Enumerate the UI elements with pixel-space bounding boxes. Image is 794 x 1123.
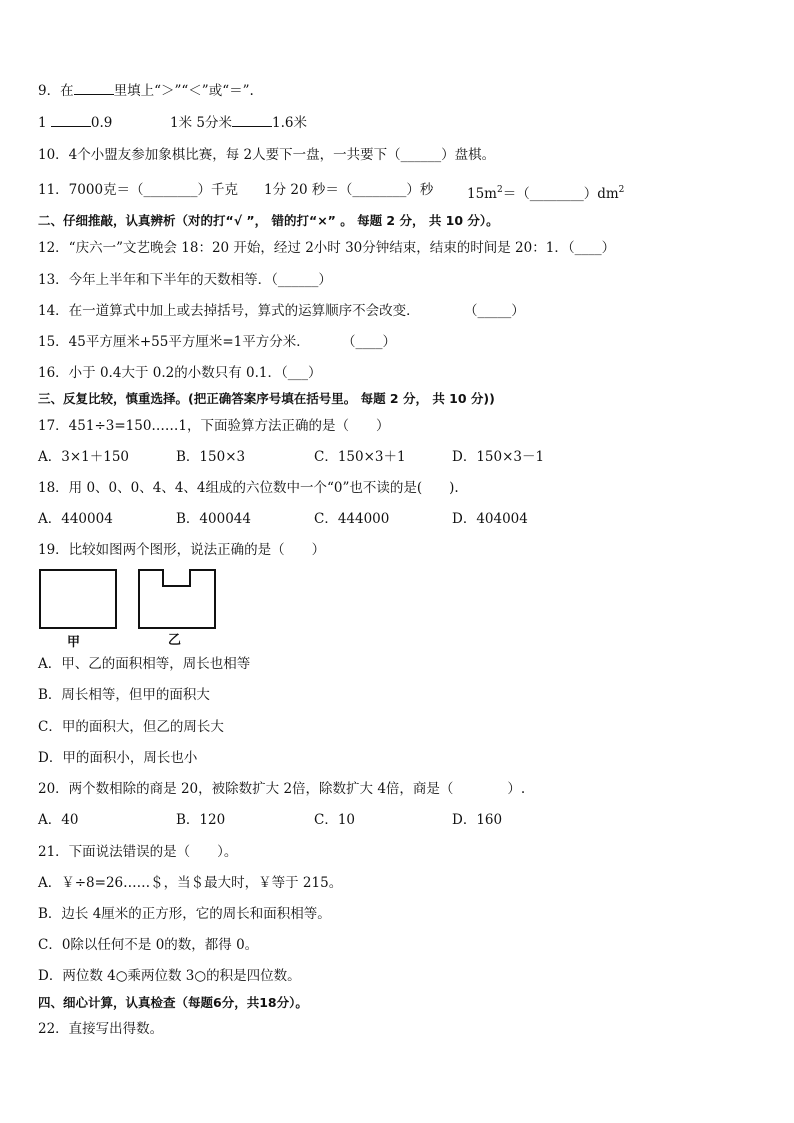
question-15: 15．45平方厘米+55平方厘米=1平方分米． bbox=[38, 334, 310, 350]
answer-blank bbox=[232, 114, 272, 127]
q11-c-sup2: 2 bbox=[618, 185, 625, 195]
question-10: 10．4个小盟友参加象棋比赛，每 2人要下一盘，一共要下（______）盘棋。 bbox=[38, 147, 496, 163]
q18-option-c: C．444000 bbox=[314, 511, 390, 527]
section-4-heading: 四、细心计算，认真检查（每题6分，共18分）。 bbox=[38, 995, 308, 1010]
q11-c-sup: 2 bbox=[496, 185, 503, 195]
q19-figure bbox=[38, 566, 228, 634]
question-17: 17．451÷3=150……1，下面验算方法正确的是（ ） bbox=[38, 418, 390, 434]
question-19: 19．比较如图两个图形，说法正确的是（ ） bbox=[38, 542, 326, 558]
q17-option-a: A．3×1＋150 bbox=[38, 449, 130, 465]
q17-option-b: B．150×3 bbox=[176, 449, 246, 465]
q18-option-d: D．404004 bbox=[452, 511, 528, 527]
section-2-heading: 二、仔细推敲，认真辨析（对的打“√ ”， 错的打“×” 。 每题 2 分， 共 10 分）。 bbox=[38, 213, 499, 228]
question-14: 14．在一道算式中加上或去掉括号，算式的运算顺序不会改变． bbox=[38, 303, 420, 319]
question-20: 20．两个数相除的商是 20，被除数扩大 2倍，除数扩大 4倍，商是（ ）. bbox=[38, 781, 526, 797]
question-11-b: 1分 20 秒＝（________）秒 bbox=[264, 182, 434, 198]
question-12: 12．“庆六一”文艺晚会 18：20 开始，经过 2小时 30分钟结束，结束的时间是 20：1．（____） bbox=[38, 240, 616, 256]
question-9-item-b bbox=[170, 114, 307, 132]
q19-option-c: C．甲的面积大，但乙的周长大 bbox=[38, 719, 224, 735]
q20-option-d: D．160 bbox=[452, 812, 503, 828]
q18-option-a: A．440004 bbox=[38, 511, 113, 527]
q20-option-a: A．40 bbox=[38, 812, 79, 828]
q21-option-a: A．￥÷8=26……＄，当＄最大时，￥等于 215。 bbox=[38, 875, 343, 891]
q19-option-d: D．甲的面积小，周长也小 bbox=[38, 750, 198, 766]
question-13: 13．今年上半年和下半年的天数相等．（______） bbox=[38, 272, 332, 288]
question-16: 16．小于 0.4大于 0.2的小数只有 0.1．（___） bbox=[38, 365, 322, 381]
q19-option-a: A．甲、乙的面积相等，周长也相等 bbox=[38, 656, 251, 672]
q9-item-b-right: 1.6米 bbox=[271, 115, 307, 131]
q11-c-pre: 15m bbox=[467, 186, 497, 202]
question-11-a: 11．7000克＝（________）千克 bbox=[38, 182, 239, 198]
question-22: 22．直接写出得数。 bbox=[38, 1021, 164, 1037]
section-3-heading: 三、反复比较，慎重选择。(把正确答案序号填在括号里。 每题 2 分， 共 10 分)) bbox=[38, 391, 495, 406]
q19-option-b: B．周长相等，但甲的面积大 bbox=[38, 687, 210, 703]
q9-title-suffix: 里填上“＞”“＜”或“＝”. bbox=[113, 83, 254, 99]
q9-item-a-right: 0.9 bbox=[90, 115, 113, 131]
q18-option-b: B．400044 bbox=[176, 511, 251, 527]
q11-c-mid: ＝（________）dm bbox=[502, 186, 619, 202]
q9-title-prefix: 9．在 bbox=[38, 83, 74, 99]
question-18: 18．用 0、0、0、4、4、4组成的六位数中一个“0”也不读的是( ). bbox=[38, 480, 459, 496]
figure-label-yi: 乙 bbox=[168, 633, 182, 648]
question-15-blank: （____） bbox=[342, 334, 396, 350]
answer-blank bbox=[74, 82, 114, 95]
q17-option-d: D．150×3－1 bbox=[452, 449, 545, 465]
q21-option-b: B．边长 4厘米的正方形，它的周长和面积相等。 bbox=[38, 906, 331, 922]
question-9-items bbox=[38, 114, 112, 132]
q20-option-b: B．120 bbox=[176, 812, 226, 828]
q9-item-b-left: 1米 5分米 bbox=[170, 115, 232, 131]
q9-item-a-left: 1 bbox=[38, 115, 47, 131]
question-14-blank: （_____） bbox=[464, 303, 525, 319]
q17-option-c: C．150×3＋1 bbox=[314, 449, 406, 465]
q21-option-d: D．两位数 4○乘两位数 3○的积是四位数。 bbox=[38, 968, 301, 984]
answer-blank bbox=[51, 114, 91, 127]
figure-jia-rectangle bbox=[40, 570, 116, 628]
q20-option-c: C．10 bbox=[314, 812, 356, 828]
question-11-c bbox=[467, 181, 624, 203]
figure-label-jia: 甲 bbox=[67, 635, 81, 650]
question-21: 21．下面说法错误的是（ ）。 bbox=[38, 844, 238, 860]
q21-option-c: C．0除以任何不是 0的数，都得 0。 bbox=[38, 937, 259, 953]
figure-yi-notched-shape bbox=[139, 570, 215, 628]
question-9-title bbox=[38, 82, 254, 100]
